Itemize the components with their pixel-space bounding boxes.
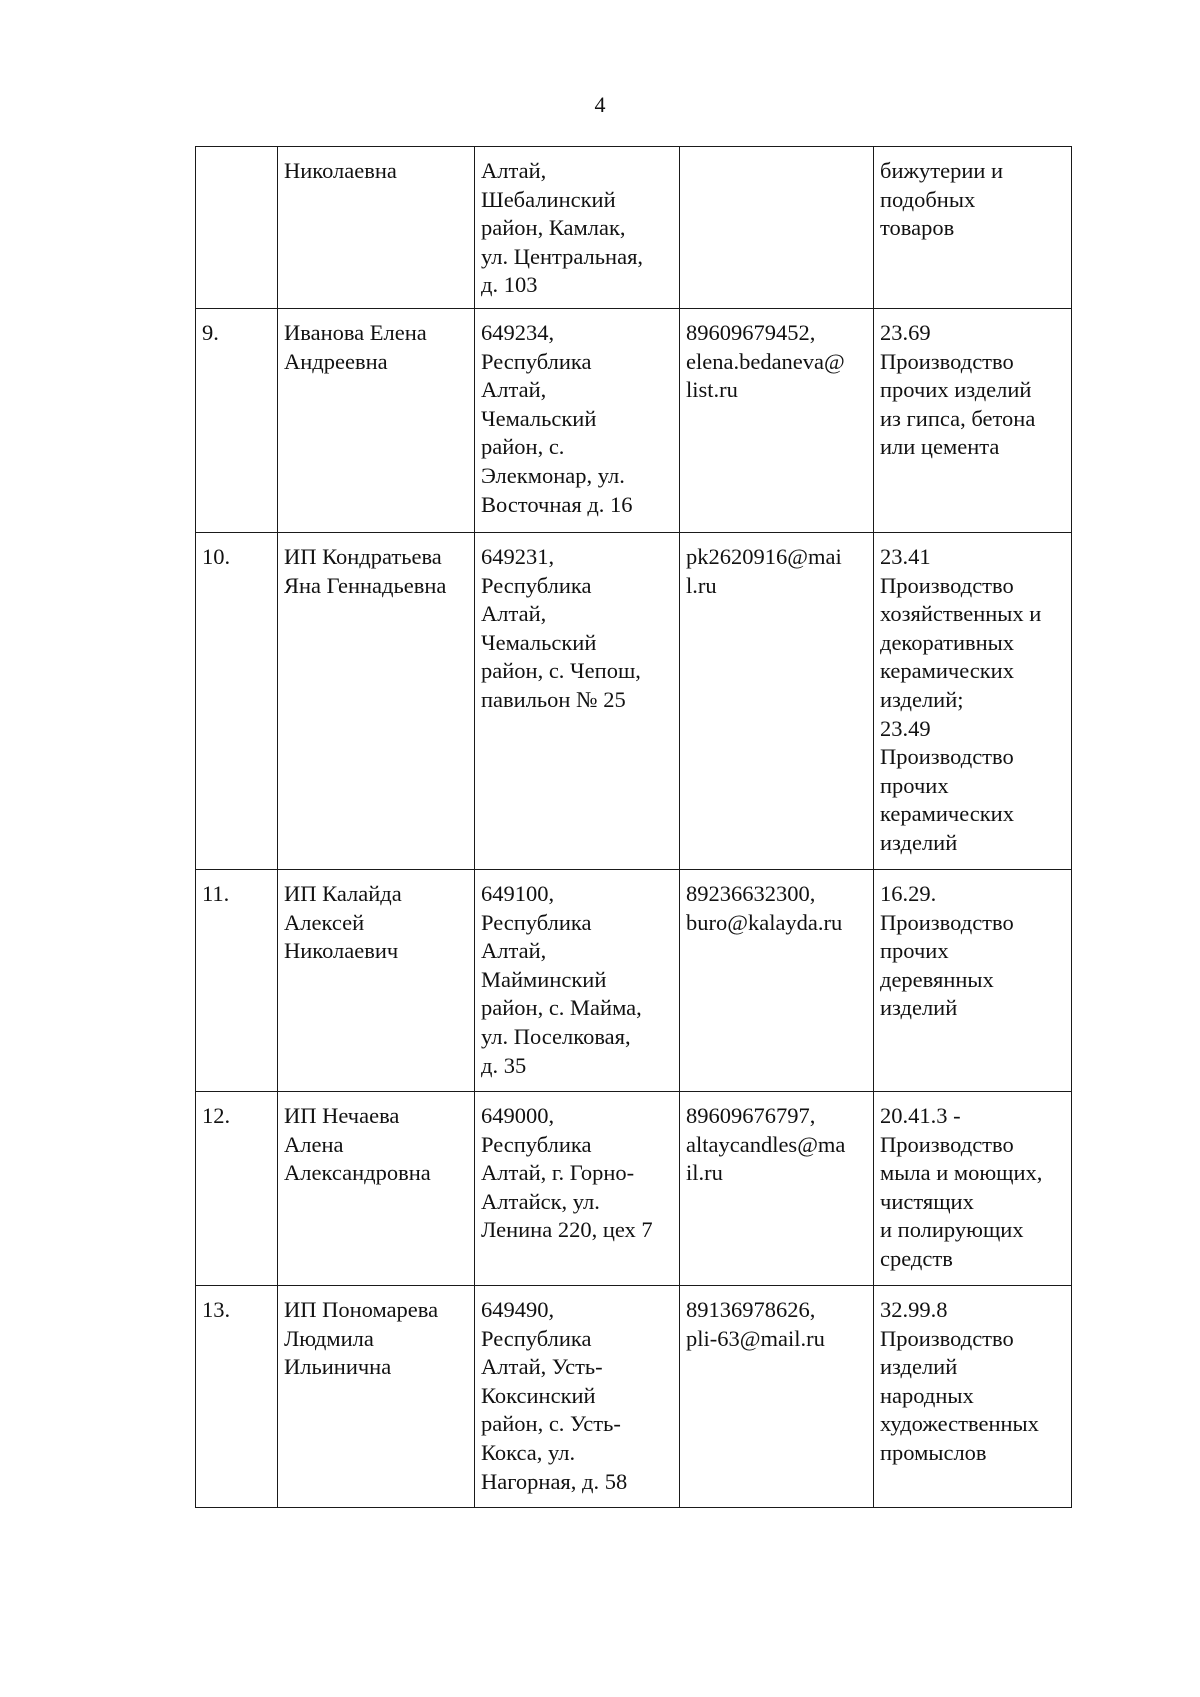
entrepreneur-name: Николаевна — [278, 147, 475, 309]
activity-code: бижутерии и подобных товаров — [874, 147, 1072, 309]
contacts: 89609679452, elena.bedaneva@ list.ru — [680, 308, 874, 532]
row-number: 11. — [196, 869, 278, 1091]
activity-code: 32.99.8 Производство изделий народных художественных промыслов — [874, 1285, 1072, 1507]
table-row — [196, 308, 1072, 532]
activity-code: 20.41.3 - Производство мыла и моющих, чистящих и полирующих средств — [874, 1091, 1072, 1285]
entrepreneur-name: ИП Пономарева Людмила Ильинична — [278, 1285, 475, 1507]
address: 649100, Республика Алтай, Майминский район, с. Майма, ул. Поселковая, д. 35 — [475, 869, 680, 1091]
row-number: 10. — [196, 532, 278, 869]
row-number: 9. — [196, 308, 278, 532]
entrepreneur-name: ИП Нечаева Алена Александровна — [278, 1091, 475, 1285]
row-number: 12. — [196, 1091, 278, 1285]
table-row — [196, 1091, 1072, 1285]
activity-code: 23.41 Производство хозяйственных и декоративных керамических изделий; 23.49 Производство прочих керамических изделий — [874, 532, 1072, 869]
table-row — [196, 1285, 1072, 1507]
entrepreneur-name: Иванова Елена Андреевна — [278, 308, 475, 532]
address: 649490, Республика Алтай, Усть- Коксинский район, с. Усть- Кокса, ул. Нагорная, д. 58 — [475, 1285, 680, 1507]
row-number: 13. — [196, 1285, 278, 1507]
table-row — [196, 147, 1072, 309]
contacts — [680, 147, 874, 309]
contacts: 89609676797, altaycandles@ma il.ru — [680, 1091, 874, 1285]
entrepreneur-name: ИП Калайда Алексей Николаевич — [278, 869, 475, 1091]
table-row — [196, 869, 1072, 1091]
table-row — [196, 532, 1072, 869]
address: Алтай, Шебалинский район, Камлак, ул. Центральная, д. 103 — [475, 147, 680, 309]
page-number: 4 — [594, 92, 606, 117]
address: 649000, Республика Алтай, г. Горно- Алтайск, ул. Ленина 220, цех 7 — [475, 1091, 680, 1285]
address: 649231, Республика Алтай, Чемальский район, с. Чепош, павильон № 25 — [475, 532, 680, 869]
contacts: 89236632300, buro@kalayda.ru — [680, 869, 874, 1091]
row-number — [196, 147, 278, 309]
entrepreneur-name: ИП Кондратьева Яна Геннадьевна — [278, 532, 475, 869]
activity-code: 23.69 Производство прочих изделий из гипса, бетона или цемента — [874, 308, 1072, 532]
contacts: 89136978626, pli-63@mail.ru — [680, 1285, 874, 1507]
registry-table — [195, 146, 1072, 1508]
activity-code: 16.29. Производство прочих деревянных изделий — [874, 869, 1072, 1091]
contacts: pk2620916@mai l.ru — [680, 532, 874, 869]
address: 649234, Республика Алтай, Чемальский район, с. Элекмонар, ул. Восточная д. 16 — [475, 308, 680, 532]
